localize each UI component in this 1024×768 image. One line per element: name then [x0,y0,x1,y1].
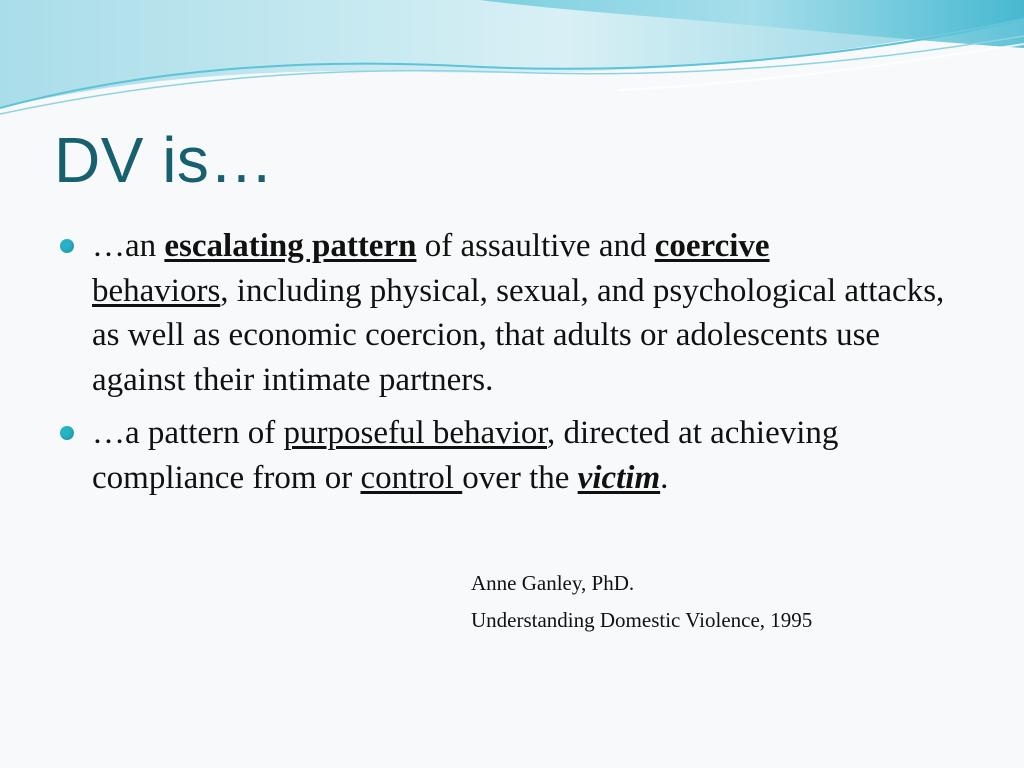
text-segment: …an [92,228,165,264]
emphasis-behaviors: behaviors [92,272,221,309]
text-segment: , including physical, sexual, and psychological attacks, as well as economic coercion, that adults or adolescents use against their intimate partners. [92,272,945,398]
emphasis-escalating-pattern: escalating pattern [164,228,417,264]
text-segment: over the [462,459,578,496]
text-segment: of assaultive and [416,228,655,264]
text-segment: , directed at achieving compliance from or [92,415,839,496]
slide-title: DV is… [54,124,274,196]
text-segment: . [660,459,669,496]
bullet-list [58,224,958,509]
bullet-text [92,228,944,398]
bullet-item-definition [58,224,958,402]
emphasis-coercive: coercive [654,228,770,264]
text-segment: …a pattern of [92,415,284,451]
emphasis-control: control [360,459,463,496]
header-wave-decoration [0,0,1024,130]
citation-source: Understanding Domestic Violence, 1995 [471,608,813,632]
emphasis-victim: victim [577,459,661,496]
citation-author: Anne Ganley, PhD. [471,571,635,595]
bullet-dot-icon [60,426,74,440]
bullet-item-purpose [58,411,958,500]
bullet-dot-icon [60,239,74,253]
emphasis-purposeful-behavior: purposeful behavior [283,415,548,451]
bullet-text [92,415,838,496]
citation [471,565,812,639]
